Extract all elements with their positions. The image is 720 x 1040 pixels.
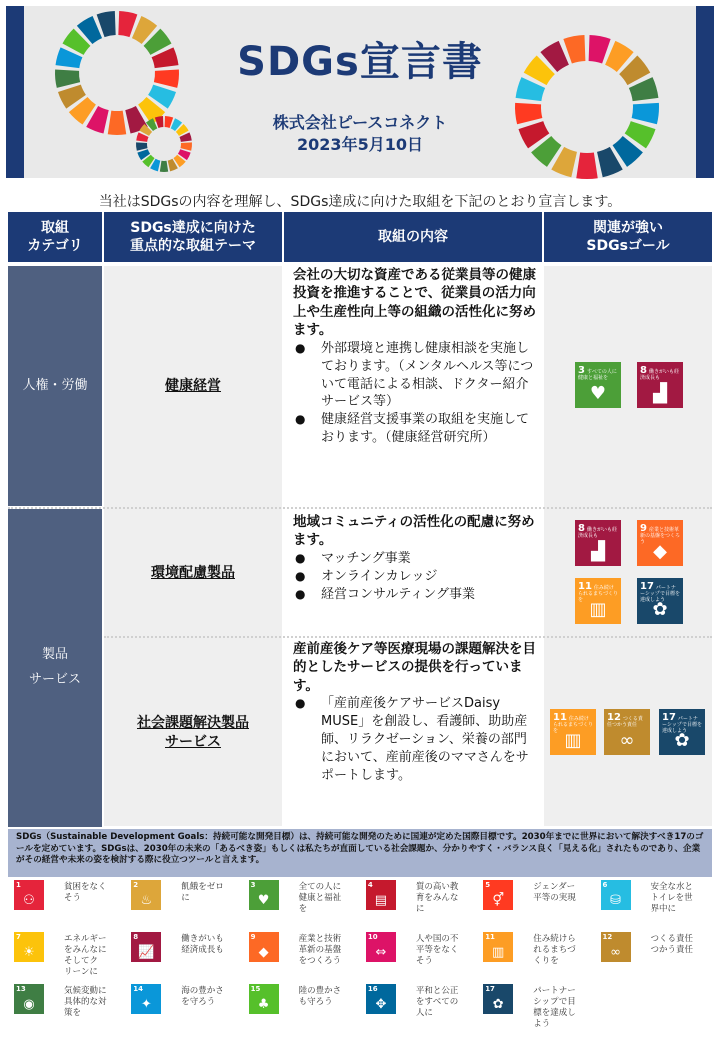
legend-goal-label: 働きがいも 経済成長も xyxy=(181,934,224,956)
legend-goal-label: 貧困をなく そう xyxy=(64,882,107,904)
legend-goal-5 xyxy=(477,878,595,928)
legend-goal-label: エネルギー をみんなに そしてク リーンに xyxy=(64,934,107,978)
cubes-icon xyxy=(249,932,279,962)
legend-goal-number: 8 xyxy=(133,933,139,941)
legend-goal-number: 15 xyxy=(250,985,261,993)
legend-goal-label: パートナー シップで目 標を達成し よう xyxy=(533,986,576,1030)
legend-goal-glyph: ♨ xyxy=(140,893,153,908)
legend-goal-1 xyxy=(8,878,126,928)
content-row-1 xyxy=(293,266,538,447)
legend-goal-label: 全ての人に 健康と福祉 を xyxy=(298,882,342,915)
intro-text: 当社はSDGsの内容を理解し、SDGs達成に向けた取組を下記のとおり宣言します。 xyxy=(98,194,622,210)
legend-goal-label: 飢餓をゼロ に xyxy=(181,882,224,904)
category-products-services: 製品 サービス xyxy=(8,509,102,827)
goal-8-icon: 8 働きがいも経済成長も ▟ xyxy=(575,520,621,566)
legend-goal-number: 1 xyxy=(16,881,21,889)
content-bullet: ● オンラインカレッジ xyxy=(293,568,538,586)
goal-3-icon: 3 すべての人に健康と福祉を ♥ xyxy=(575,362,621,408)
legend-goal-label: 気候変動に 具体的な対 策を xyxy=(64,986,107,1019)
growth-icon xyxy=(131,932,161,962)
infinity-icon xyxy=(601,932,631,962)
eye-globe-icon xyxy=(14,984,44,1014)
goal-8-icon: 8 働きがいも経済成長も ▟ xyxy=(637,362,683,408)
header-category: 取組 カテゴリ xyxy=(8,212,102,262)
row-divider xyxy=(8,507,712,509)
legend-goal-label: 平和と公正 をすべての 人に xyxy=(415,986,459,1019)
theme-health-management: 健康経営 xyxy=(165,377,221,394)
legend-goal-glyph: ⚇ xyxy=(23,893,35,908)
heartbeat-icon xyxy=(249,880,279,910)
legend-goal-number: 3 xyxy=(250,881,256,889)
goal-9-icon: 9 産業と技術革新の基盤をつくろう ◆ xyxy=(637,520,683,566)
legend-goal-2 xyxy=(125,878,243,928)
legend-goal-3 xyxy=(243,878,361,928)
legend-goal-number: 4 xyxy=(367,881,373,889)
header-banner xyxy=(6,6,714,178)
content-lead: 地域コミュニティの活性化の配慮に努めます。 xyxy=(293,514,535,549)
content-bullet: ● 経営コンサルティング事業 xyxy=(293,586,538,604)
legend-goal-9 xyxy=(243,930,361,980)
legend-goal-glyph: ⛁ xyxy=(610,893,621,908)
legend-goal-glyph: ♥ xyxy=(257,893,270,908)
goal-17-icon: 17 パートナーシップで目標を達成しよう ✿ xyxy=(659,709,705,755)
sdgs-goals-legend xyxy=(8,878,712,1036)
people-icon xyxy=(14,880,44,910)
row-divider xyxy=(104,636,712,638)
legend-goal-label: ジェンダー 平等の実現 xyxy=(533,882,576,904)
legend-goal-glyph: ▤ xyxy=(374,893,388,908)
legend-goal-number: 14 xyxy=(133,985,144,993)
legend-goal-17 xyxy=(477,982,595,1032)
legend-goal-glyph: ☀ xyxy=(23,945,35,960)
legend-goal-8 xyxy=(125,930,243,980)
legend-goal-glyph: ✦ xyxy=(140,997,152,1012)
content-row-3 xyxy=(293,640,538,784)
content-lead: 産前産後ケア等医療現場の課題解決を目的としたサービスの提供を行っています。 xyxy=(293,641,536,694)
legend-goal-glyph: ▥ xyxy=(492,945,505,960)
legend-goal-glyph: 📈 xyxy=(138,945,155,960)
category-human-rights: 人権・労働 xyxy=(8,266,102,506)
content-row-2 xyxy=(293,513,538,603)
legend-goal-6 xyxy=(595,878,713,928)
legend-goal-15 xyxy=(243,982,361,1032)
legend-goal-number: 12 xyxy=(602,933,613,941)
legend-goal-glyph: ◉ xyxy=(23,997,35,1012)
tree-icon xyxy=(249,984,279,1014)
legend-goal-label: 陸の豊かさ も守ろう xyxy=(298,986,342,1008)
legend-goal-number: 7 xyxy=(16,933,21,941)
legend-goal-10 xyxy=(360,930,478,980)
header-content: 取組の内容 xyxy=(284,212,542,262)
legend-goal-glyph: ∞ xyxy=(610,945,621,960)
fish-icon xyxy=(131,984,161,1014)
legend-goal-7 xyxy=(8,930,126,980)
goal-17-icon: 17 パートナーシップで目標を達成しよう ✿ xyxy=(637,578,683,624)
legend-goal-label: 住み続けら れるまちづ くりを xyxy=(533,934,576,967)
legend-goal-label: 産業と技術 革新の基盤 をつくろう xyxy=(298,934,342,967)
legend-goal-glyph: ✥ xyxy=(375,997,387,1012)
content-bullet: ● 外部環境と連携し健康相談を実施しております。（メンタルヘルス等について電話による相談、ドクター紹介サービス等） xyxy=(293,340,538,411)
legend-goal-number: 10 xyxy=(367,933,378,941)
legend-goal-number: 17 xyxy=(485,985,495,993)
content-bullet: ● 健康経営支援事業の取組を実施しております。（健康経営研究所） xyxy=(293,411,538,447)
header-theme: SDGs達成に向けた 重点的な取組テーマ xyxy=(104,212,282,262)
water-icon xyxy=(601,880,631,910)
sun-icon xyxy=(14,932,44,962)
legend-goal-glyph: ◆ xyxy=(258,945,269,960)
bowl-icon xyxy=(131,880,161,910)
content-bullet: ● マッチング事業 xyxy=(293,550,538,568)
legend-goal-13 xyxy=(8,982,126,1032)
city-icon xyxy=(483,932,513,962)
sdgs-footnote: SDGs（Sustainable Development Goals：持続可能な開発目標）は、持続可能な開発のために国連が定めた国際目標です。2030年までに世界において解決すべき17のゴールを定めています。SDGsは、2030年の未来の「あるべき姿」もしくは私たちが直面している社会課題か、分かりやすく・バランス良く「見える化」されたものであり、企業がその経営や未来の姿を検討する際に役立つツールと言えます。 xyxy=(8,829,712,877)
goal-11-icon: 11 住み続けられるまちづくりを ▥ xyxy=(550,709,596,755)
wheel-segment xyxy=(576,152,597,179)
legend-goal-number: 11 xyxy=(485,933,495,941)
header-goals: 関連が強い SDGsゴール xyxy=(544,212,712,262)
company-name: 株式会社ピースコネクト xyxy=(272,113,448,132)
legend-goal-number: 5 xyxy=(485,881,491,889)
legend-goal-label: 海の豊かさ を守ろう xyxy=(181,986,224,1008)
content-bullet: ● 「産前産後ケアサービスDaisy MUSE」を創設し、看護師、助助産師、リラクゼーション、栄養の部門において、産前産後のママさんをサポートします。 xyxy=(293,695,538,784)
page-title: SDGs宣言書 xyxy=(237,39,483,85)
legend-goal-glyph: ⚥ xyxy=(492,893,505,908)
dove-icon xyxy=(366,984,396,1014)
legend-goal-label: 人や国の不 平等をなく そう xyxy=(415,934,459,967)
legend-goal-number: 9 xyxy=(250,933,256,941)
flower-icon xyxy=(483,984,513,1014)
legend-goal-label: 質の高い教 育をみんな に xyxy=(415,882,459,915)
legend-goal-4 xyxy=(360,878,478,928)
legend-goal-glyph: ✿ xyxy=(492,997,504,1012)
theme-eco-products: 環境配慮製品 xyxy=(151,564,235,581)
equal-icon xyxy=(366,932,396,962)
legend-goal-number: 2 xyxy=(133,881,139,889)
wheel-segment xyxy=(160,161,168,172)
legend-goal-16 xyxy=(360,982,478,1032)
gender-icon xyxy=(483,880,513,910)
goal-12-icon: 12 つくる責任つかう責任 ∞ xyxy=(604,709,650,755)
legend-goal-12 xyxy=(595,930,713,980)
legend-goal-11 xyxy=(477,930,595,980)
legend-goal-number: 13 xyxy=(16,985,26,993)
legend-goal-number: 16 xyxy=(367,985,378,993)
legend-goal-glyph: ⇔ xyxy=(375,945,387,960)
theme-social-solution-products: 社会課題解決製品 サービス xyxy=(137,715,249,750)
legend-goal-label: つくる責任 つかう責任 xyxy=(650,934,694,956)
legend-goal-label: 安全な水と トイレを世 界中に xyxy=(650,882,694,915)
declaration-date: 2023年5月10日 xyxy=(297,135,423,154)
goal-11-icon: 11 住み続けられるまちづくりを ▥ xyxy=(575,578,621,624)
legend-goal-glyph: ♣ xyxy=(257,997,270,1012)
legend-goal-14 xyxy=(125,982,243,1032)
legend-goal-number: 6 xyxy=(602,881,608,889)
content-lead: 会社の大切な資産である従業員等の健康投資を推進することで、従業員の活力向上や生産性向上等の組織の活性化に努めます。 xyxy=(293,267,536,339)
book-icon xyxy=(366,880,396,910)
